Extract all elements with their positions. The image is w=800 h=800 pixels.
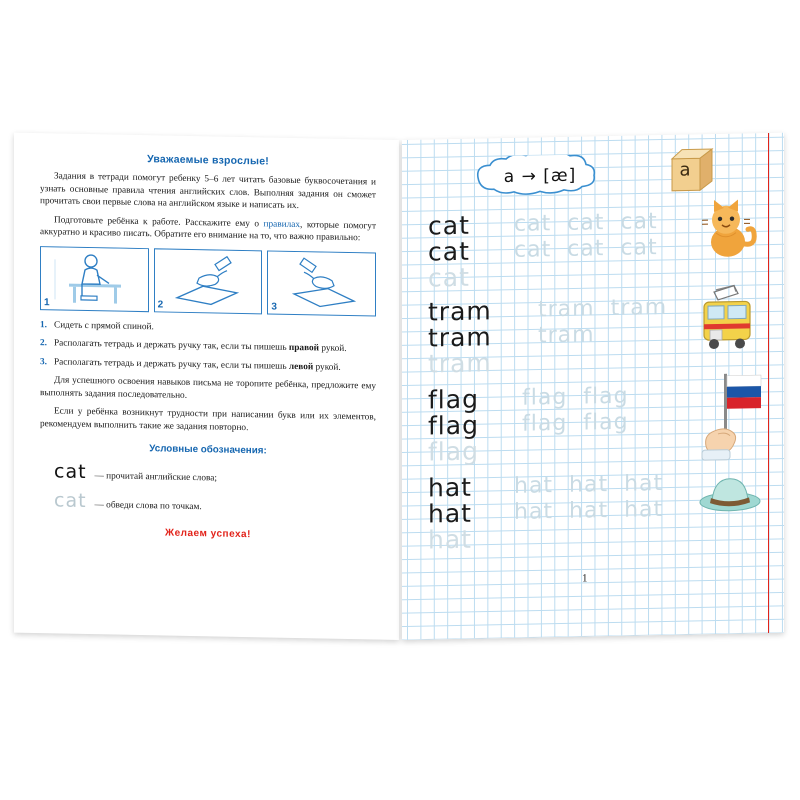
rule-text-1: Сидеть с прямой спиной. (54, 320, 154, 333)
word-hat-solid-1: hat (428, 472, 472, 503)
trace-cat-row-2: cat cat cat (514, 235, 658, 263)
legend-text-solid: — прочитай английские слова; (94, 470, 217, 484)
legend-title: Условные обозначения: (149, 442, 267, 457)
rules-list (40, 319, 376, 375)
rule-bold-2: правой (288, 343, 320, 354)
rule-number-1: 1. (40, 320, 47, 331)
intro-paragraph-2: Подготовьте ребёнка к работе. Расскажите ему о правилах, которые помогут аккуратно и красиво писать. Обратите его внимание на то, что важно правильно: (40, 215, 377, 244)
word-tram-solid-1: tram (428, 296, 492, 327)
rule-text-2: Располагать тетрадь и держать ручку так, если ты пишешь правой рукой. (54, 338, 347, 355)
cat-illustration (702, 199, 760, 262)
rule-item-3 (40, 356, 376, 375)
right-hand-writing-icon (155, 249, 263, 311)
page-number: 1 (582, 572, 588, 585)
illustration-cell-2 (154, 248, 263, 314)
tram-illustration (694, 283, 762, 354)
word-flag-solid-2: flag (428, 410, 479, 441)
rule-cloud (460, 154, 620, 199)
cube-letter: a (679, 159, 691, 181)
trace-cat-row-1: cat cat cat (514, 209, 658, 237)
closing-paragraph-2: Если у ребёнка возникнут трудности при написании букв или их элементов, рекомендуем выполнить такие же задания повторно. (40, 406, 376, 434)
trace-hat-row-1: hat hat hat (514, 470, 664, 499)
word-cat-solid-2: cat (428, 236, 470, 267)
rule-item-2 (40, 337, 376, 356)
rule-number-3: 3. (40, 356, 47, 368)
left-hand-writing-icon (268, 251, 376, 313)
closing-paragraph-1: Для успешного освоения навыков письма не торопите ребёнка, предложите ему выполнять задания последовательно. (40, 375, 376, 401)
illustration-number-2: 2 (157, 299, 164, 311)
word-hat-ghost: hat (428, 524, 472, 555)
trace-tram-row-1: tram tram (538, 294, 668, 323)
word-flag-ghost: flag (428, 436, 479, 467)
illustration-number-1: 1 (44, 297, 50, 309)
cloud-label: a → [æ] (503, 165, 577, 188)
left-page (14, 133, 399, 640)
trace-flag-row-2: flag flag (522, 409, 629, 437)
rule-number-2: 2. (40, 338, 47, 349)
rule-text-3: Располагать тетрадь и держать ручку так, если ты пишешь левой рукой. (54, 357, 341, 373)
trace-hat-row-2: hat hat hat (514, 496, 664, 525)
illustration-number-3: 3 (271, 301, 277, 313)
flag-in-hand-illustration (694, 369, 764, 462)
highlight-rules: правилах (263, 219, 301, 230)
word-flag-solid-1: flag (428, 384, 479, 415)
word-tram-ghost: tram (428, 348, 492, 379)
book-spread (14, 140, 786, 650)
trace-tram-row-2: tram (538, 322, 595, 349)
trace-flag-row-1: flag flag (522, 383, 629, 411)
word-cat-ghost: cat (428, 262, 470, 293)
illustration-cell-3 (267, 250, 376, 316)
left-page-footer: Желаем успеха! (165, 527, 251, 540)
left-page-content (40, 151, 376, 542)
rule-item-1 (40, 319, 376, 338)
hat-illustration (698, 471, 762, 516)
legend-sample-dotted: cat (54, 488, 87, 512)
legend-text-dotted: — обведи слова по точкам. (94, 499, 202, 512)
word-cat-solid-1: cat (428, 210, 470, 241)
left-page-title: Уважаемые взрослые! (147, 153, 269, 168)
rule-bold-3: левой (288, 361, 314, 373)
illustration-cell-1 (40, 246, 149, 312)
word-hat-solid-2: hat (428, 498, 472, 529)
red-margin-line (768, 133, 769, 633)
legend-row-solid (54, 460, 376, 488)
legend-row-dotted (54, 489, 376, 517)
legend-sample-solid: cat (54, 459, 87, 483)
intro-paragraph-1: Задания в тетради помогут ребенку 5–6 лет читать базовые буквосочетания и узнать основные правила чтения английских слов. Выполняя задания он сможет прочитать свои первые слова на английском языке и написать их. (40, 171, 376, 212)
sitting-posture-icon (41, 247, 149, 309)
letter-cube (670, 146, 714, 195)
illustration-strip (40, 246, 376, 316)
right-page (402, 133, 784, 640)
word-tram-solid-2: tram (428, 322, 492, 353)
